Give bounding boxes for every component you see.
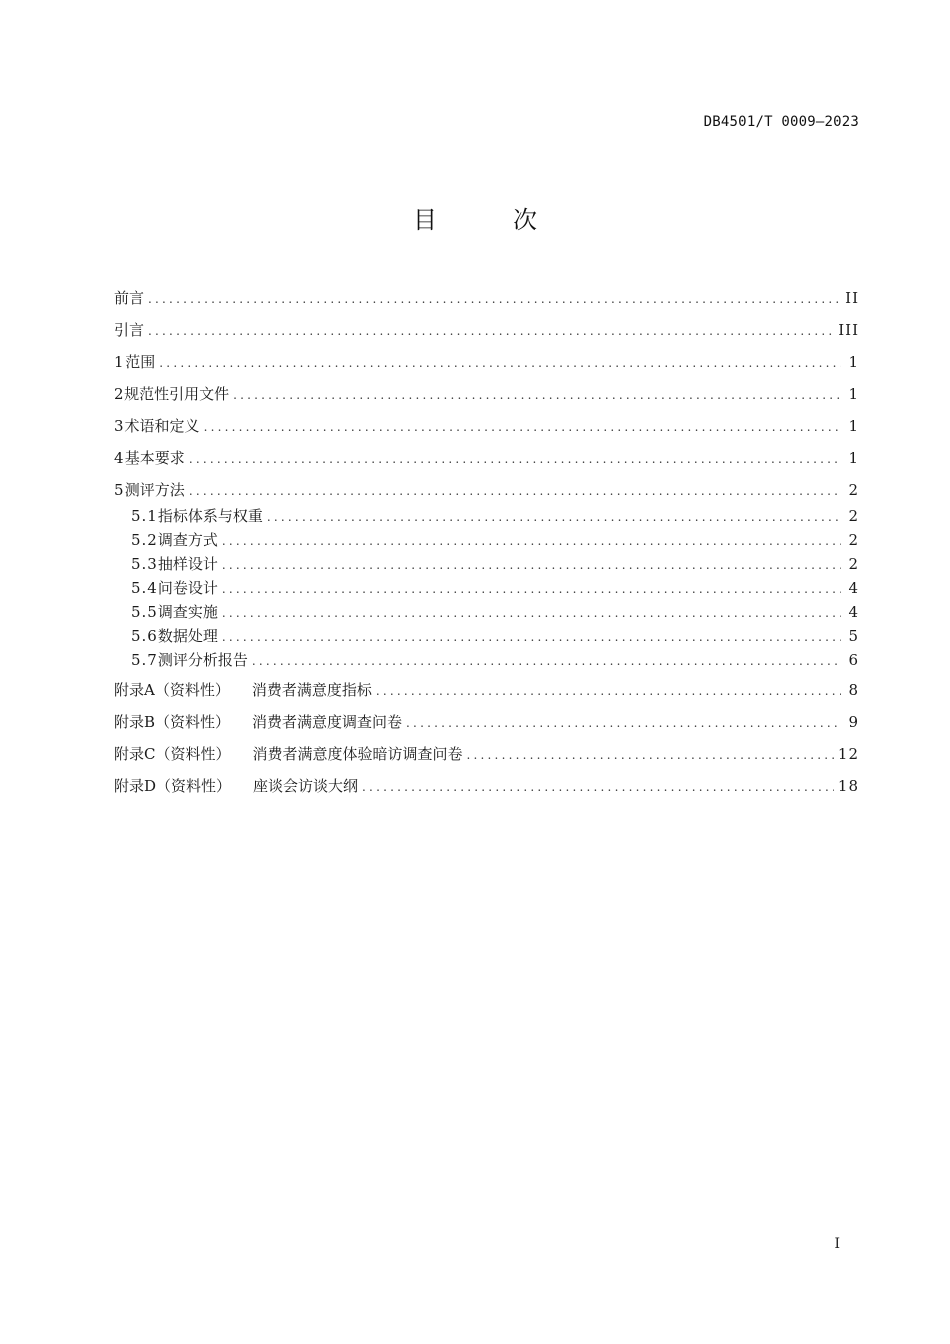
toc-entry-label: 测评分析报告 bbox=[157, 651, 248, 669]
toc-entry-label: 数据处理 bbox=[157, 627, 218, 645]
toc-entry-5-2[interactable] bbox=[114, 530, 859, 551]
toc-entry-appendix-d[interactable] bbox=[114, 776, 859, 797]
toc-entry-5-4[interactable] bbox=[114, 578, 859, 599]
toc-entry-label: 基本要求 bbox=[124, 449, 185, 467]
dot-leader bbox=[376, 681, 841, 701]
dot-leader bbox=[189, 449, 841, 469]
toc-entry-number: 4 bbox=[114, 449, 124, 467]
toc-entry-label: 调查方式 bbox=[157, 531, 218, 549]
toc-entry-introduction[interactable] bbox=[114, 320, 859, 341]
toc-entry-label: 规范性引用文件 bbox=[124, 385, 230, 403]
toc-entry-page: 4 bbox=[848, 579, 859, 597]
toc-entry-appendix-a[interactable] bbox=[114, 680, 859, 701]
toc-entry-label: 指标体系与权重 bbox=[157, 507, 263, 525]
toc-entry-page: 1 bbox=[848, 417, 859, 435]
toc-entry-number: 3 bbox=[114, 417, 124, 435]
toc-entry-page: 5 bbox=[848, 627, 859, 645]
toc-entry-page: 6 bbox=[848, 651, 859, 669]
toc-entry-5-3[interactable] bbox=[114, 554, 859, 575]
toc-entry-foreword[interactable] bbox=[114, 288, 859, 309]
dot-leader bbox=[252, 651, 841, 671]
toc-entry-number: 5.3 bbox=[131, 555, 158, 573]
dot-leader bbox=[148, 321, 834, 341]
dot-leader bbox=[233, 385, 841, 405]
toc-entry-page: 2 bbox=[848, 481, 859, 499]
toc-entry-number: 附录D（资料性） bbox=[114, 777, 232, 795]
dot-leader bbox=[362, 777, 834, 797]
toc-entry-evaluation-methods[interactable] bbox=[114, 480, 859, 501]
toc-entry-5-7[interactable] bbox=[114, 650, 859, 671]
toc-entry-normative-references[interactable] bbox=[114, 384, 859, 405]
toc-entry-number: 5.6 bbox=[131, 627, 158, 645]
dot-leader bbox=[222, 531, 841, 551]
toc-entry-label: 抽样设计 bbox=[157, 555, 218, 573]
toc-entry-label: 消费者满意度体验暗访调查问卷 bbox=[252, 745, 463, 763]
toc-entry-scope[interactable] bbox=[114, 352, 859, 373]
toc-entry-page: 1 bbox=[848, 385, 859, 403]
dot-leader bbox=[204, 417, 841, 437]
toc-entry-5-5[interactable] bbox=[114, 602, 859, 623]
toc-entry-number: 附录A（资料性） bbox=[114, 681, 230, 699]
toc-entry-label: 问卷设计 bbox=[157, 579, 218, 597]
dot-leader bbox=[159, 353, 841, 373]
toc-entry-page: 2 bbox=[848, 507, 859, 525]
toc-entry-appendix-c[interactable] bbox=[114, 744, 859, 765]
toc-entry-label: 前言 bbox=[114, 289, 145, 307]
toc-entry-number: 5.5 bbox=[131, 603, 158, 621]
toc-entry-number: 5.7 bbox=[131, 651, 158, 669]
document-code: DB4501/T 0009—2023 bbox=[703, 114, 859, 130]
toc-entry-number: 2 bbox=[114, 385, 124, 403]
dot-leader bbox=[148, 289, 841, 309]
dot-leader bbox=[222, 627, 841, 647]
toc-entry-label: 座谈会访谈大纲 bbox=[253, 777, 359, 795]
dot-leader bbox=[189, 481, 841, 501]
toc-entry-5-1[interactable] bbox=[114, 506, 859, 527]
toc-entry-number: 附录C（资料性） bbox=[114, 745, 231, 763]
toc-entry-page: 8 bbox=[848, 681, 859, 699]
dot-leader bbox=[267, 507, 841, 527]
page-number: I bbox=[834, 1236, 840, 1252]
toc-entry-number: 1 bbox=[114, 353, 124, 371]
toc-entry-page: III bbox=[838, 321, 859, 339]
toc-entry-label: 测评方法 bbox=[124, 481, 185, 499]
toc-entry-page: 1 bbox=[848, 353, 859, 371]
toc-entry-5-6[interactable] bbox=[114, 626, 859, 647]
toc-entry-page: II bbox=[845, 289, 859, 307]
toc-entry-label: 调查实施 bbox=[157, 603, 218, 621]
toc-entry-number: 5 bbox=[114, 481, 124, 499]
dot-leader bbox=[222, 555, 841, 575]
toc-entry-page: 9 bbox=[848, 713, 859, 731]
toc-entry-page: 18 bbox=[837, 777, 859, 795]
toc-entry-number: 5.1 bbox=[131, 507, 158, 525]
toc-entry-number: 附录B（资料性） bbox=[114, 713, 231, 731]
toc-entry-page: 2 bbox=[848, 555, 859, 573]
dot-leader bbox=[467, 745, 834, 765]
toc-entry-label: 术语和定义 bbox=[124, 417, 200, 435]
toc-entry-basic-requirements[interactable] bbox=[114, 448, 859, 469]
toc-entry-label: 范围 bbox=[125, 353, 156, 371]
dot-leader bbox=[222, 579, 841, 599]
dot-leader bbox=[222, 603, 841, 623]
page-title: 目 次 bbox=[413, 206, 563, 234]
toc-entry-number: 5.2 bbox=[131, 531, 158, 549]
toc-entry-number: 5.4 bbox=[131, 579, 158, 597]
toc-entry-appendix-b[interactable] bbox=[114, 712, 859, 733]
toc-entry-label: 消费者满意度调查问卷 bbox=[252, 713, 403, 731]
toc-entry-page: 1 bbox=[848, 449, 859, 467]
toc-entry-label: 消费者满意度指标 bbox=[251, 681, 372, 699]
dot-leader bbox=[406, 713, 841, 733]
toc-entry-terms-definitions[interactable] bbox=[114, 416, 859, 437]
toc-entry-label: 引言 bbox=[114, 321, 145, 339]
toc-entry-page: 12 bbox=[837, 745, 859, 763]
toc-entry-page: 4 bbox=[848, 603, 859, 621]
toc-entry-page: 2 bbox=[848, 531, 859, 549]
